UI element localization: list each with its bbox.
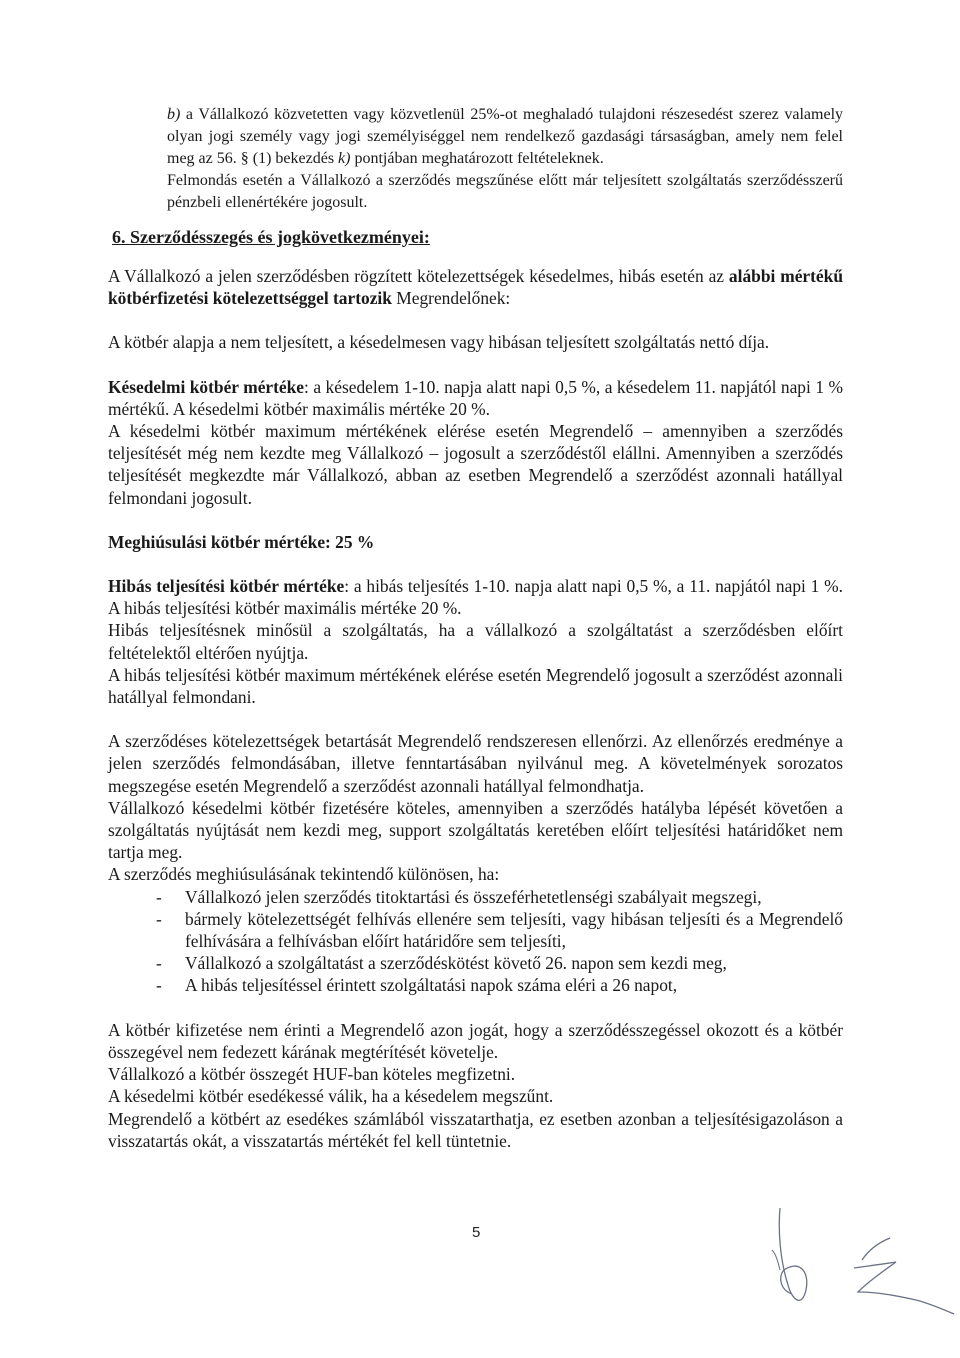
item-b-paragraph <box>167 104 843 170</box>
control-paragraph: A szerződéses kötelezettségek betartását Megrendelő rendszeresen ellenőrzi. Az ellenőrzés eredménye a jelen szerződés felmondásában, illetve fenntartásában nyilvánul meg. A követelmények sorozatos megszegése esetén Megrendelő a szerződést azonnali hatállyal felmondhatja. <box>108 731 843 796</box>
list-item-text: Vállalkozó jelen szerződés titoktartási és összeférhetetlenségi szabályait megszegi, <box>185 886 762 907</box>
signature-initials <box>758 1190 958 1340</box>
delay-penalty-paragraph <box>108 376 843 420</box>
intro-block <box>167 104 843 214</box>
item-b-k-marker: k) <box>338 150 351 167</box>
defect-max-paragraph: A hibás teljesítési kötbér maximum mértékének elérése esetén Megrendelő jogosult a szerződést azonnali hatállyal felmondani. <box>108 664 843 708</box>
failure-intro-paragraph: A szerződés meghiúsulásának tekintendő különösen, ha: <box>108 864 500 885</box>
termination-paragraph: Felmondás esetén a Vállalkozó a szerződés megszűnése előtt már teljesített szolgáltatás szerződésszerű pénzbeli ellenértékére jogosult. <box>167 172 843 211</box>
item-b-text: a Vállalkozó közvetetten vagy közvetlenül 25%-ot meghaladó tulajdoni részesedést szerez valamely olyan jogi személy vagy jogi személyiséggel nem rendelkező gazdasági társaságban, amely nem felel meg az 56. § (1) bekezdés <box>167 106 844 167</box>
failure-penalty-paragraph: Meghiúsulási kötbér mértéke: 25 % <box>108 531 375 552</box>
final-paragraph-2: Vállalkozó a kötbér összegét HUF-ban köteles megfizetni. <box>108 1064 516 1085</box>
final-paragraph-1: A kötbér kifizetése nem érinti a Megrendelő azon jogát, hogy a szerződésszegéssel okozott és a kötbér összegével nem fedezett kárának megtérítését követelje. <box>108 1019 843 1062</box>
list-dash: - <box>156 975 162 996</box>
list-item-text: Vállalkozó a szolgáltatást a szerződéskötést követő 26. napon sem kezdi meg, <box>185 953 727 974</box>
list-item-text: A hibás teljesítéssel érintett szolgáltatási napok száma eléri a 26 napot, <box>185 975 678 996</box>
list-item <box>108 886 843 908</box>
main-body <box>108 265 843 1152</box>
obligation-end: Megrendelőnek: <box>396 288 511 309</box>
section-heading: 6. Szerződésszegés és jogkövetkezményei: <box>112 227 430 247</box>
obligation-bold: alábbi mértékű kötbérfizetési kötelezettséggel tartozik <box>108 266 843 309</box>
defect-penalty-text: : a hibás teljesítés 1-10. napja alatt napi 0,5 %, a 11. napjától napi 1 %. A hibás teljesítési kötbér maximális mértéke 20 %. <box>108 576 843 619</box>
item-b-tail: pontjában meghatározott feltételeknek. <box>354 150 604 167</box>
page-number: 5 <box>472 1224 481 1241</box>
obligation-start: A Vállalkozó a jelen szerződésben rögzített kötelezettségek késedelmes, hibás esetén az <box>108 266 725 286</box>
failure-list <box>108 886 843 997</box>
item-b-marker: b) <box>167 106 181 123</box>
obligation-paragraph <box>108 265 843 309</box>
final-paragraph-3: A késedelmi kötbér esedékessé válik, ha a késedelem megszűnt. <box>108 1086 554 1107</box>
delay-max-paragraph: A késedelmi kötbér maximum mértékének elérése esetén Megrendelő – amennyiben a szerződés teljesítését még nem kezdte meg Vállalkozó – jogosult a szerződéstől elállni. Amennyiben a szerződés teljesítését megkezdte már Vállalkozó, abban az esetben Megrendelő a szerződést azonnali hatállyal felmondani jogosult. <box>108 421 843 508</box>
delay-obligation-paragraph: Vállalkozó késedelmi kötbér fizetésére köteles, amennyiben a szerződés hatályba lépését követően a szolgáltatás nyújtását nem kezdi meg, support szolgáltatás keretében előírt teljesítési határidőket nem tartja meg. <box>108 797 843 863</box>
final-paragraph-4: Megrendelő a kötbért az esedékes számlából visszatarthatja, ez esetben azonban a teljesítésigazoláson a visszatartás okát, a visszatartás mértékét fel kell tüntetnie. <box>108 1108 843 1151</box>
list-item <box>108 908 843 952</box>
list-dash: - <box>156 908 162 929</box>
delay-penalty-text: : a késedelem 1-10. napja alatt napi 0,5 %, a késedelem 11. napjától napi 1 % mértékű. A késedelmi kötbér maximális mértéke 20 %. <box>108 376 843 419</box>
list-item <box>108 952 843 974</box>
delay-penalty-label: Késedelmi kötbér mértéke <box>108 376 305 397</box>
defect-penalty-paragraph <box>108 575 843 619</box>
defect-penalty-label: Hibás teljesítési kötbér mértéke <box>108 576 345 597</box>
list-item <box>108 974 843 996</box>
list-dash: - <box>156 953 162 974</box>
defect-definition-paragraph: Hibás teljesítésnek minősül a szolgáltatás, ha a vállalkozó a szolgáltatást a szerződésben előírt feltételektől eltérően nyújtja. <box>108 620 843 663</box>
penalty-basis-paragraph: A kötbér alapja a nem teljesített, a késedelmesen vagy hibásan teljesített szolgáltatás nettó díja. <box>108 332 770 353</box>
list-item-text: bármely kötelezettségét felhívás ellenére sem teljesíti, vagy hibásan teljesíti és a Megrendelő felhívására a felhívásban előírt határidőre sem teljesíti, <box>185 908 843 952</box>
list-dash: - <box>156 886 162 907</box>
